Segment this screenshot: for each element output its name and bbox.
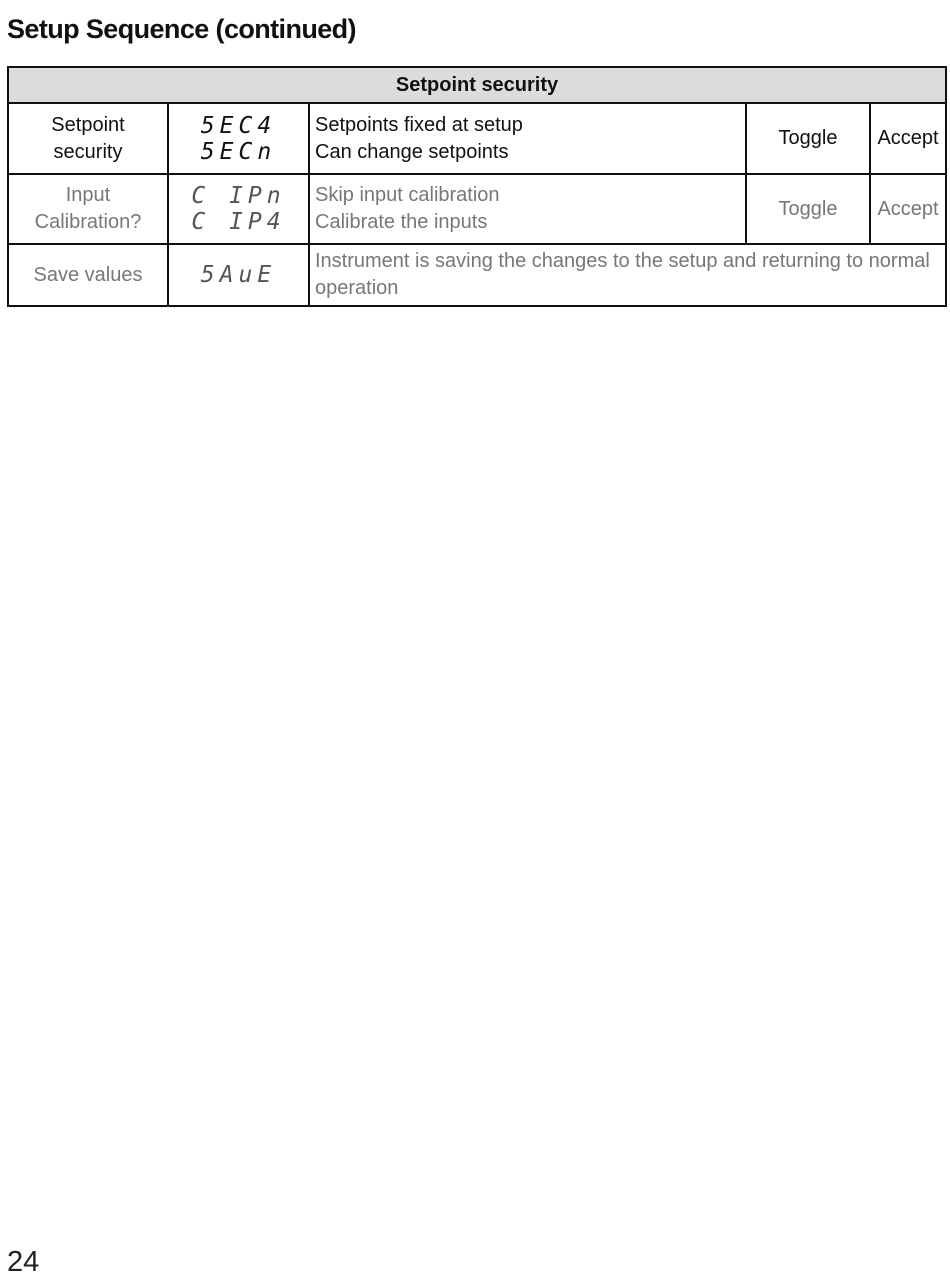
section-header: Setpoint security bbox=[8, 67, 946, 103]
description-text: Can change setpoints bbox=[315, 140, 509, 163]
section-header-row bbox=[8, 67, 946, 103]
accept-key-label: Accept bbox=[870, 103, 946, 174]
display-cell bbox=[168, 174, 309, 244]
parameter-label: Save values bbox=[33, 263, 143, 286]
page-title: Setup Sequence (continued) bbox=[7, 14, 356, 44]
toggle-key-label: Toggle bbox=[746, 103, 870, 174]
page-number: 24 bbox=[7, 1246, 40, 1278]
accept-key-label: Accept bbox=[870, 174, 946, 244]
parameter-cell bbox=[8, 174, 168, 244]
segment-display-code: C IP4 bbox=[191, 209, 286, 235]
segment-display-code: 5AuE bbox=[200, 262, 277, 288]
table-row bbox=[8, 174, 946, 244]
parameter-label: security bbox=[53, 140, 123, 163]
parameter-label: Input bbox=[65, 184, 111, 206]
description-text: Instrument is saving the changes to the setup and returning to normal operation bbox=[315, 250, 930, 299]
description-text: Calibrate the inputs bbox=[315, 211, 488, 233]
parameter-label: Setpoint bbox=[51, 113, 125, 136]
segment-display-code: 5ECn bbox=[200, 138, 277, 165]
toggle-key-label: Toggle bbox=[746, 174, 870, 244]
description-cell bbox=[309, 103, 746, 174]
display-cell bbox=[168, 244, 309, 306]
segment-display-code: 5EC4 bbox=[200, 112, 277, 139]
description-text: Skip input calibration bbox=[315, 184, 500, 206]
display-cell bbox=[168, 103, 309, 174]
table-row bbox=[8, 103, 946, 174]
parameter-label: Calibration? bbox=[34, 211, 142, 233]
segment-display-code: C IPn bbox=[191, 183, 286, 209]
description-cell bbox=[309, 174, 746, 244]
parameter-cell bbox=[8, 103, 168, 174]
setup-sequence-table bbox=[7, 66, 947, 307]
description-cell bbox=[309, 244, 946, 306]
parameter-cell bbox=[8, 244, 168, 306]
table-row bbox=[8, 244, 946, 306]
description-text: Setpoints fixed at setup bbox=[315, 113, 523, 136]
